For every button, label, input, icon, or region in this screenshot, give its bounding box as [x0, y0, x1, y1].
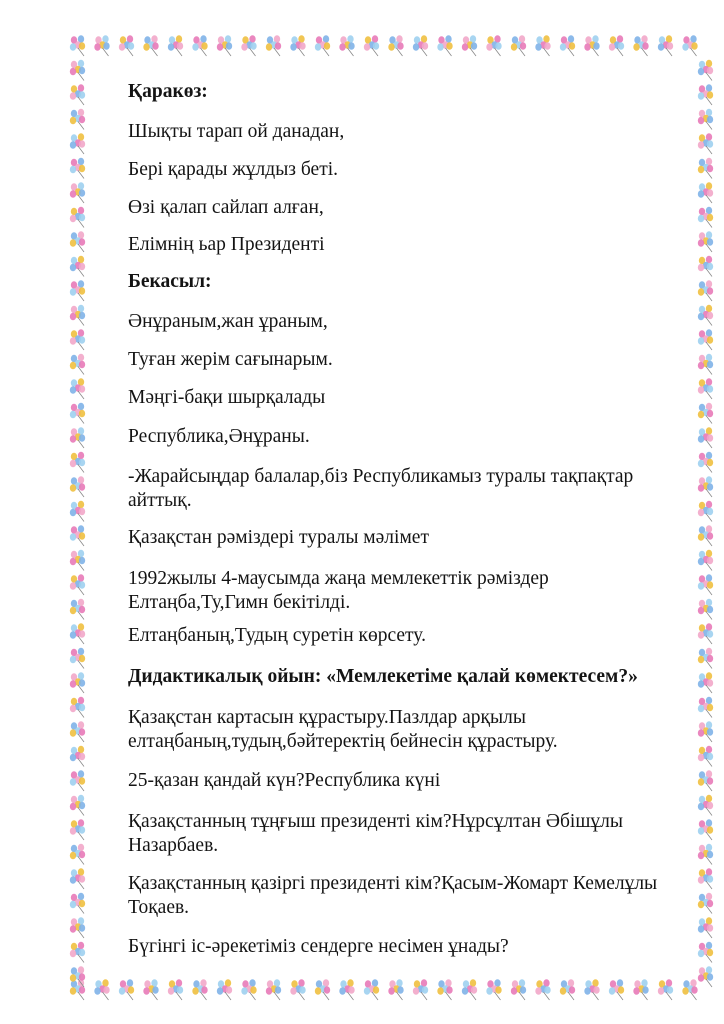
- balloon-bunch-icon: [609, 35, 624, 56]
- balloon-bunch-icon: [70, 501, 85, 522]
- balloon-bunch-icon: [70, 35, 85, 56]
- balloon-bunch-icon: [698, 354, 713, 375]
- balloon-bunch-icon: [192, 35, 207, 56]
- balloon-bunch-icon: [698, 280, 713, 301]
- balloon-bunch-icon: [486, 979, 501, 1000]
- balloon-bunch-icon: [633, 35, 648, 56]
- balloon-bunch-icon: [698, 746, 713, 767]
- balloon-bunch-icon: [698, 893, 713, 914]
- balloon-bunch-icon: [698, 501, 713, 522]
- balloon-bunch-icon: [70, 60, 85, 81]
- balloon-bunch-icon: [315, 35, 330, 56]
- balloon-bunch-icon: [698, 721, 713, 742]
- balloon-bunch-icon: [70, 182, 85, 203]
- balloon-bunch-icon: [217, 35, 232, 56]
- balloon-bunch-icon: [698, 648, 713, 669]
- balloon-bunch-icon: [70, 133, 85, 154]
- balloon-bunch-icon: [698, 207, 713, 228]
- balloon-bunch-icon: [70, 721, 85, 742]
- balloon-bunch-icon: [698, 844, 713, 865]
- balloon-bunch-icon: [339, 35, 354, 56]
- balloon-bunch-icon: [70, 256, 85, 277]
- poem-line: Республика,Әнұраны.: [128, 426, 310, 447]
- balloon-bunch-icon: [70, 452, 85, 473]
- balloon-bunch-icon: [315, 979, 330, 1000]
- balloon-bunch-icon: [388, 979, 403, 1000]
- balloon-bunch-icon: [70, 648, 85, 669]
- balloon-bunch-icon: [698, 623, 713, 644]
- balloon-bunch-icon: [70, 599, 85, 620]
- balloon-bunch-icon: [241, 35, 256, 56]
- paragraph: Қазақстан рәміздері туралы мәлімет: [128, 527, 429, 548]
- balloon-bunch-icon: [70, 84, 85, 105]
- balloon-bunch-icon: [70, 795, 85, 816]
- balloon-bunch-icon: [70, 329, 85, 350]
- balloon-bunch-icon: [609, 979, 624, 1000]
- balloon-bunch-icon: [486, 35, 501, 56]
- balloon-bunch-icon: [70, 231, 85, 252]
- balloon-bunch-icon: [70, 305, 85, 326]
- balloon-bunch-icon: [698, 476, 713, 497]
- balloon-bunch-icon: [413, 979, 428, 1000]
- paragraph: Қазақстан картасын құрастыру.Пазлдар арқылы елтаңбаның,тудың,бәйтеректің бейнесін құрастыру.: [128, 707, 558, 752]
- balloon-bunch-icon: [70, 574, 85, 595]
- balloon-bunch-icon: [698, 378, 713, 399]
- balloon-bunch-icon: [698, 574, 713, 595]
- speaker-name-karakoz: Қаракөз:: [128, 81, 208, 102]
- balloon-bunch-icon: [70, 378, 85, 399]
- balloon-bunch-icon: [698, 672, 713, 693]
- balloon-bunch-icon: [70, 697, 85, 718]
- balloon-bunch-icon: [388, 35, 403, 56]
- poem-line: Елімнің ьар Президенті: [128, 234, 325, 255]
- balloon-bunch-icon: [698, 452, 713, 473]
- balloon-bunch-icon: [511, 979, 526, 1000]
- balloon-bunch-icon: [698, 868, 713, 889]
- balloon-bunch-icon: [682, 35, 697, 56]
- balloon-bunch-icon: [698, 305, 713, 326]
- balloon-bunch-icon: [168, 35, 183, 56]
- balloon-bunch-icon: [70, 672, 85, 693]
- balloon-bunch-icon: [413, 35, 428, 56]
- balloon-bunch-icon: [143, 35, 158, 56]
- balloon-bunch-icon: [143, 979, 158, 1000]
- balloon-bunch-icon: [535, 979, 550, 1000]
- balloon-bunch-icon: [70, 525, 85, 546]
- balloon-bunch-icon: [70, 207, 85, 228]
- poem-line: Әнұраным,жан ұраным,: [128, 311, 328, 332]
- balloon-bunch-icon: [698, 84, 713, 105]
- balloon-bunch-icon: [698, 795, 713, 816]
- balloon-bunch-icon: [437, 35, 452, 56]
- balloon-bunch-icon: [560, 35, 575, 56]
- balloon-bunch-icon: [94, 979, 109, 1000]
- balloon-bunch-icon: [698, 697, 713, 718]
- balloon-bunch-icon: [70, 893, 85, 914]
- balloon-bunch-icon: [698, 525, 713, 546]
- balloon-bunch-icon: [462, 979, 477, 1000]
- balloon-bunch-icon: [698, 599, 713, 620]
- balloon-bunch-icon: [698, 427, 713, 448]
- balloon-bunch-icon: [266, 979, 281, 1000]
- balloon-bunch-icon: [70, 979, 85, 1000]
- balloon-bunch-icon: [437, 979, 452, 1000]
- balloon-bunch-icon: [70, 819, 85, 840]
- balloon-bunch-icon: [658, 35, 673, 56]
- balloon-bunch-icon: [70, 280, 85, 301]
- balloon-bunch-icon: [70, 844, 85, 865]
- balloon-bunch-icon: [70, 770, 85, 791]
- balloon-bunch-icon: [698, 182, 713, 203]
- balloon-bunch-icon: [290, 35, 305, 56]
- balloon-bunch-icon: [70, 942, 85, 963]
- paragraph: -Жарайсыңдар балалар,біз Республикамыз туралы тақпақтар айттық.: [128, 466, 634, 511]
- balloon-bunch-icon: [339, 979, 354, 1000]
- balloon-bunch-icon: [192, 979, 207, 1000]
- balloon-bunch-icon: [70, 158, 85, 179]
- poem-line: Шықты тарап ой данадан,: [128, 121, 345, 142]
- paragraph: 1992жылы 4-маусымда жаңа мемлекеттік рәміздер Елтаңба,Ту,Гимн бекітілді.: [128, 568, 549, 613]
- balloon-bunch-icon: [462, 35, 477, 56]
- balloon-bunch-icon: [698, 819, 713, 840]
- balloon-bunch-icon: [168, 979, 183, 1000]
- paragraph: Қазақстанның қазіргі президенті кім?Қасым-Жомарт Кемелұлы Тоқаев.: [128, 873, 658, 918]
- balloon-bunch-icon: [70, 623, 85, 644]
- balloon-bunch-icon: [535, 35, 550, 56]
- balloon-bunch-icon: [70, 403, 85, 424]
- balloon-bunch-icon: [94, 35, 109, 56]
- balloon-bunch-icon: [698, 403, 713, 424]
- balloon-bunch-icon: [698, 109, 713, 130]
- poem-line: Мәңгі-бақи шырқалады: [128, 387, 326, 408]
- balloon-bunch-icon: [70, 868, 85, 889]
- balloon-bunch-icon: [698, 966, 713, 987]
- balloon-bunch-icon: [119, 979, 134, 1000]
- balloon-bunch-icon: [70, 746, 85, 767]
- balloon-bunch-icon: [364, 35, 379, 56]
- balloon-bunch-icon: [364, 979, 379, 1000]
- poem-line: Туған жерім сағынарым.: [128, 349, 333, 370]
- balloon-bunch-icon: [658, 979, 673, 1000]
- paragraph: 25-қазан қандай күн?Республика күні: [128, 770, 441, 791]
- balloon-bunch-icon: [698, 770, 713, 791]
- balloon-bunch-icon: [266, 35, 281, 56]
- balloon-bunch-icon: [584, 35, 599, 56]
- balloon-bunch-icon: [584, 979, 599, 1000]
- poem-line: Бері қарады жұлдыз беті.: [128, 159, 339, 180]
- balloon-bunch-icon: [698, 917, 713, 938]
- balloon-bunch-icon: [70, 354, 85, 375]
- paragraph: Елтаңбаның,Тудың суретін көрсету.: [128, 625, 426, 646]
- balloon-bunch-icon: [241, 979, 256, 1000]
- balloon-bunch-icon: [698, 158, 713, 179]
- balloon-bunch-icon: [698, 231, 713, 252]
- game-title: Дидактикалық ойын: «Мемлекетіме қалай көмектесем?»: [128, 666, 638, 687]
- speaker-name-bekasyl: Бекасыл:: [128, 271, 212, 292]
- paragraph: Бүгінгі іс-әрекетіміз сендерге несімен ұнады?: [128, 936, 509, 957]
- balloon-bunch-icon: [70, 550, 85, 571]
- balloon-bunch-icon: [511, 35, 526, 56]
- balloon-bunch-icon: [290, 979, 305, 1000]
- balloon-bunch-icon: [119, 35, 134, 56]
- poem-line: Өзі қалап сайлап алған,: [128, 197, 324, 218]
- balloon-bunch-icon: [698, 550, 713, 571]
- balloon-bunch-icon: [698, 256, 713, 277]
- balloon-bunch-icon: [70, 476, 85, 497]
- balloon-bunch-icon: [217, 979, 232, 1000]
- balloon-bunch-icon: [698, 329, 713, 350]
- balloon-bunch-icon: [70, 109, 85, 130]
- balloon-bunch-icon: [682, 979, 697, 1000]
- balloon-bunch-icon: [70, 427, 85, 448]
- balloon-bunch-icon: [698, 133, 713, 154]
- balloon-bunch-icon: [560, 979, 575, 1000]
- balloon-bunch-icon: [698, 942, 713, 963]
- balloon-bunch-icon: [633, 979, 648, 1000]
- balloon-bunch-icon: [698, 60, 713, 81]
- balloon-bunch-icon: [70, 917, 85, 938]
- paragraph: Қазақстанның тұңғыш президенті кім?Нұрсұлтан Әбішұлы Назарбаев.: [128, 811, 623, 856]
